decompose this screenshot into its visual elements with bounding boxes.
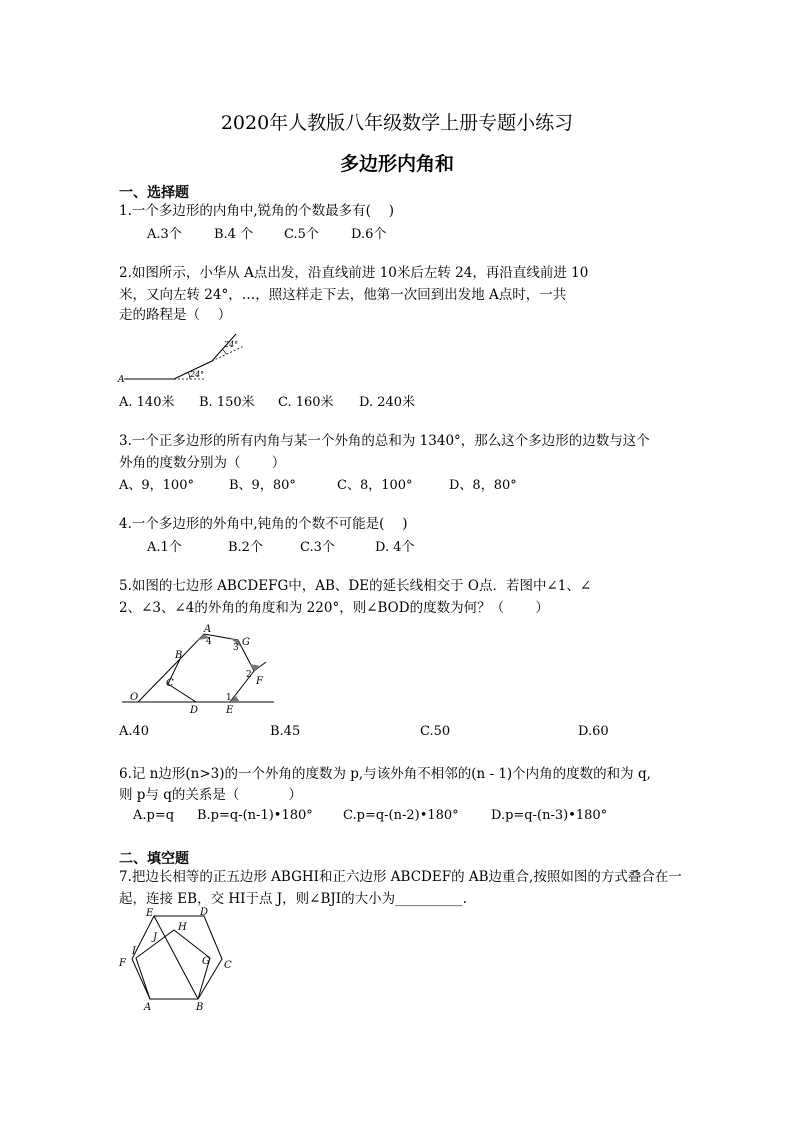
q5-option-b: B.45 (270, 724, 301, 739)
page-subtitle: 多边形内角和 (339, 153, 454, 175)
q4-option-b: B.2个 (228, 540, 263, 555)
answer-blank[interactable]: __________ (395, 891, 463, 907)
q7-label-g: G (202, 956, 210, 967)
q2-option-a: A. 140米 (119, 395, 175, 410)
q6-option-b: B.p=q-(n-1)•180° (197, 808, 313, 823)
question-3-line2: 外角的度数分别为（ ） (119, 455, 286, 471)
q5-label-2: 2 (246, 670, 252, 680)
question-1-text: 1.一个多边形的内角中,锐角的个数最多有( ) (119, 203, 394, 219)
q4-option-a: A.1个 (147, 540, 182, 555)
question-4-text: 4.一个多边形的外角中,钝角的个数不可能是( ) (119, 516, 408, 532)
q5-label-b: B (175, 650, 183, 661)
q7-label-e: E (146, 908, 154, 919)
q2-path-figure (118, 330, 258, 386)
q5-heptagon-figure (118, 622, 278, 718)
q1-option-d: D.6个 (351, 227, 387, 242)
q7-label-i: I (132, 946, 136, 957)
question-5-line2: 2、∠3、∠4的外角的角度和为 220°，则∠BOD的度数为何？（ ） (119, 600, 549, 616)
q3-option-b: B、9，80° (229, 478, 296, 493)
q4-option-c: C.3个 (300, 540, 335, 555)
q5-option-c: C.50 (420, 724, 451, 739)
q1-option-c: C.5个 (284, 227, 319, 242)
question-7-end: . (462, 891, 467, 907)
q2-option-c: C. 160米 (278, 395, 334, 410)
question-7-line1: 7.把边长相等的正五边形 ABGHI和正六边形 ABCDEF的 AB边重合,按照如图的方式叠合在一 (119, 869, 682, 885)
q2-angle-label-2: 24° (224, 340, 239, 349)
q7-label-j: J (153, 932, 158, 943)
q6-option-d: D.p=q-(n-3)•180° (491, 808, 608, 823)
q5-label-d: D (190, 705, 199, 716)
q3-option-c: C、8，100° (337, 478, 413, 493)
question-2-line3: 走的路程是（ ） (119, 307, 232, 323)
q5-label-4: 4 (206, 637, 212, 647)
q5-label-o: O (130, 692, 139, 703)
q2-angle-label-1: 24° (190, 370, 205, 379)
q5-label-f: F (256, 676, 263, 687)
q5-option-a: A.40 (119, 724, 150, 739)
section-heading-fill: 二、填空题 (119, 851, 189, 867)
q1-option-a: A.3个 (147, 227, 182, 242)
question-7-line2-text: 起，连接 EB，交 HI于点 J，则∠BJI的大小为 (119, 891, 396, 907)
q1-option-b: B.4 个 (214, 227, 254, 242)
q5-label-1: 1 (226, 693, 232, 703)
q7-label-f: F (119, 958, 126, 969)
q5-option-d: D.60 (578, 724, 609, 739)
q6-option-c: C.p=q-(n-2)•180° (343, 808, 459, 823)
q3-option-a: A、9，100° (119, 478, 194, 493)
question-3-line1: 3.一个正多边形的所有内角与某一个外角的总和为 1340°，那么这个多边形的边数与这个 (119, 433, 650, 449)
q2-option-b: B. 150米 (199, 395, 255, 410)
section-heading-choice: 一、选择题 (119, 185, 189, 201)
question-5-line1: 5.如图的七边形 ABCDEFG中，AB、DE的延长线相交于 O点．若图中∠1、∠ (119, 578, 592, 594)
question-6-line2: 则 p与 q的关系是（ ） (119, 787, 302, 803)
q3-option-d: D、8，80° (449, 478, 517, 493)
question-6-line1: 6.记 n边形(n>3)的一个外角的度数为 p,与该外角不相邻的(n - 1)个内角的度数的和为 q, (119, 766, 651, 782)
question-2-line1: 2.如图所示，小华从 A点出发，沿直线前进 10米后左转 24，再沿直线前进 10 (119, 265, 589, 281)
q4-option-d: D. 4个 (375, 540, 415, 555)
q7-label-b: B (196, 1002, 204, 1013)
q5-label-a: A (204, 624, 212, 635)
q2-point-a-label: A (118, 375, 125, 385)
q2-option-d: D. 240米 (359, 395, 416, 410)
q5-label-e: E (226, 705, 234, 716)
q7-label-h: H (178, 922, 187, 933)
q7-label-c: C (224, 960, 232, 971)
q7-pentagon-hexagon-figure (116, 906, 246, 1014)
q5-label-g: G (242, 637, 250, 648)
question-2-line2: 米，又向左转 24°，…，照这样走下去，他第一次回到出发地 A点时，一共 (119, 287, 567, 303)
page-title: 2020年人教版八年级数学上册专题小练习 (220, 112, 574, 134)
q6-option-a: A.p=q (133, 808, 175, 823)
q7-label-d: D (200, 907, 209, 918)
q5-label-3: 3 (233, 643, 239, 653)
q7-label-a: A (144, 1002, 152, 1013)
q5-label-c: C (166, 678, 174, 689)
